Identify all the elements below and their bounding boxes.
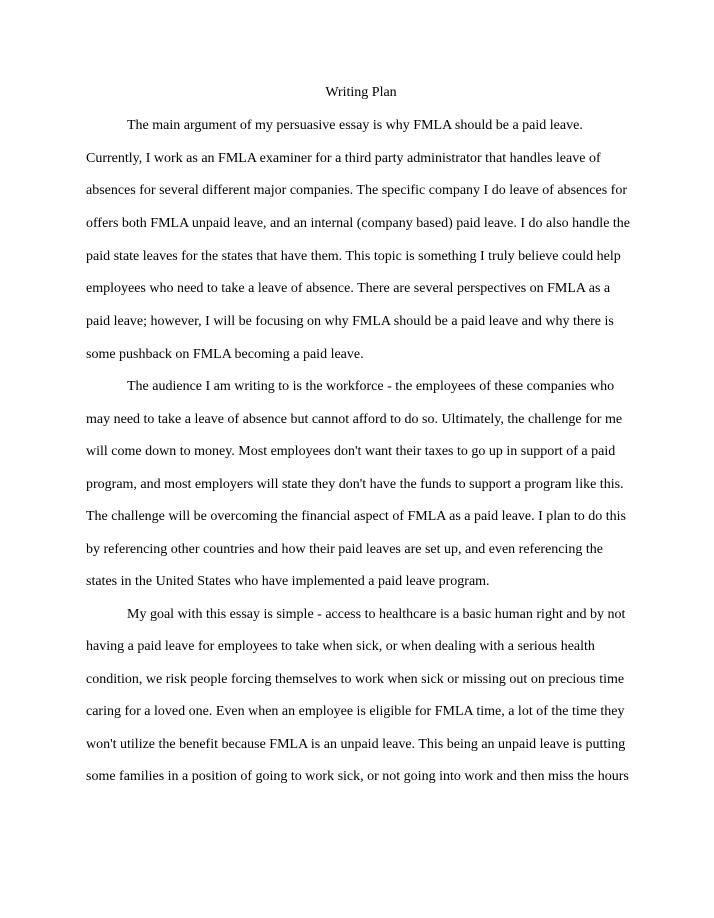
paragraph-3-line-6: some families in a position of going to work sick, or not going into work and then miss the hours xyxy=(86,769,629,784)
paragraph-1-line-7: paid leave; however, I will be focusing on why FMLA should be a paid leave and why there is xyxy=(86,314,614,329)
paragraph-3-line-1: My goal with this essay is simple - access to healthcare is a basic human right and by not xyxy=(127,607,626,622)
paragraph-1-line-3: absences for several different major companies. The specific company I do leave of absences for xyxy=(86,183,627,198)
paragraph-3-line-3: condition, we risk people forcing themselves to work when sick or missing out on precious time xyxy=(86,672,625,687)
paragraph-2-line-6: by referencing other countries and how their paid leaves are set up, and even referencing the xyxy=(86,542,603,557)
document-title: Writing Plan xyxy=(325,85,397,100)
paragraph-2-line-2: may need to take a leave of absence but cannot afford to do so. Ultimately, the challenge for me xyxy=(86,412,623,427)
paragraph-1-line-5: paid state leaves for the states that have them. This topic is something I truly believe could help xyxy=(86,249,621,264)
paragraph-1-line-8: some pushback on FMLA becoming a paid leave. xyxy=(86,347,364,362)
paragraph-2-line-4: program, and most employers will state they don't have the funds to support a program like this. xyxy=(86,477,624,492)
paragraph-1-line-6: employees who need to take a leave of absence. There are several perspectives on FMLA as a xyxy=(86,281,611,296)
paragraph-1-line-4: offers both FMLA unpaid leave, and an internal (company based) paid leave. I do also handle the xyxy=(86,216,631,231)
paragraph-3-line-2: having a paid leave for employees to take when sick, or when dealing with a serious health xyxy=(86,639,595,654)
paragraph-2-line-3: will come down to money. Most employees don't want their taxes to go up in support of a paid xyxy=(86,444,616,459)
paragraph-1-line-1: The main argument of my persuasive essay is why FMLA should be a paid leave. xyxy=(127,118,583,133)
paragraph-3-line-4: caring for a loved one. Even when an employee is eligible for FMLA time, a lot of the time they xyxy=(86,704,625,719)
paragraph-2-line-1: The audience I am writing to is the workforce - the employees of these companies who xyxy=(127,379,615,394)
paragraph-1-line-2: Currently, I work as an FMLA examiner for a third party administrator that handles leave of xyxy=(86,151,601,166)
paragraph-2-line-5: The challenge will be overcoming the financial aspect of FMLA as a paid leave. I plan to do this xyxy=(86,509,626,524)
paragraph-2-line-7: states in the United States who have implemented a paid leave program. xyxy=(86,574,490,589)
paragraph-3-line-5: won't utilize the benefit because FMLA is an unpaid leave. This being an unpaid leave is putting xyxy=(86,737,626,752)
